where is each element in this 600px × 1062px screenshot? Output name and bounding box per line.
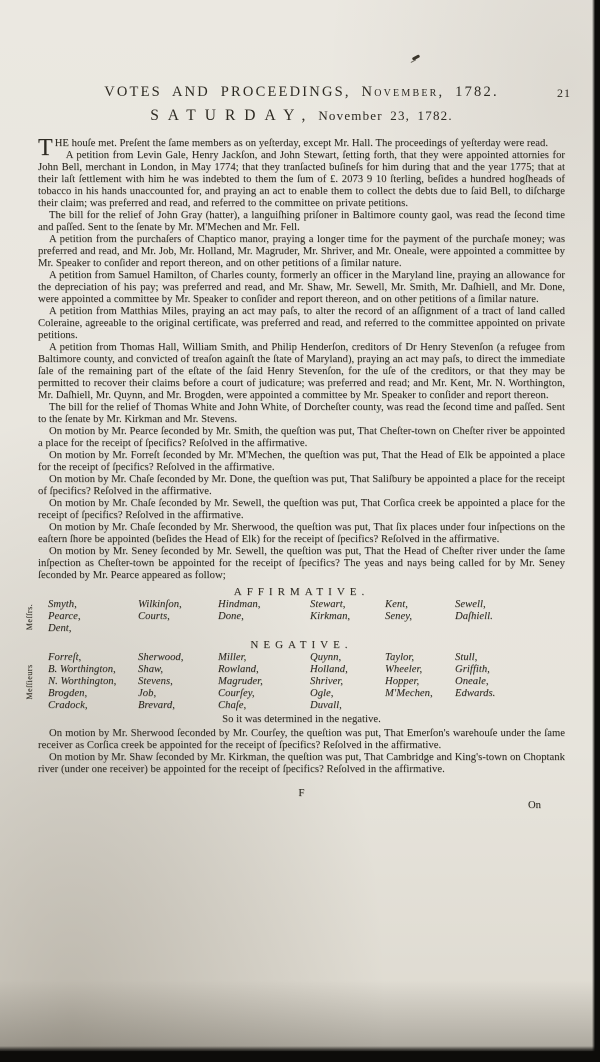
vote-name: Sewell,: [455, 599, 486, 610]
negative-heading: NEGATIVE.: [250, 639, 353, 651]
vote-name: Stewart,: [310, 599, 346, 610]
vote-name: Seney,: [385, 611, 413, 622]
vote-name: Stull,: [455, 652, 478, 663]
paragraph-motion-emerson: On motion by Mr. Sherwood ſeconded by Mr. Courſey, the queſtion was put, That Emerſon's warehouſe under the ſame receiver as Corſica creek be appointed for the receipt of ſpecifics? Reſolved in the affirmative.: [38, 728, 565, 751]
page-header: [38, 84, 571, 101]
vote-name: Duvall,: [310, 700, 342, 711]
scan-edge-bottom: [0, 1046, 600, 1062]
vote-name: Griffith,: [455, 664, 490, 675]
paragraph-bill-white: The bill for the relief of Thomas White and John White, of Dorcheſter county, was read the ſecond time and paſſed. Sent to the ſenate by Mr. Kirkman and Mr. Stevens.: [38, 402, 565, 425]
paragraph-bill-gray: The bill for the relief of John Gray (hatter), a languiſhing priſoner in Baltimore county gaol, was read the ſecond time and paſſed. Sent to the ſenate by Mr. M'Mechen and Mr. Fell.: [38, 210, 565, 233]
paragraph-motion-chestertown: On motion by Mr. Pearce ſeconded by Mr. Smith, the queſtion was put, That Cheſter-town on Cheſter river be appointed a place for the receipt of ſpecifics? Reſolved in the affirmative.: [38, 426, 565, 449]
negative-table: [25, 652, 565, 712]
drop-cap: T: [38, 135, 53, 161]
vote-name: Wilkinſon,: [138, 599, 182, 610]
vote-name: Hindman,: [218, 599, 261, 610]
paragraph-petition-hamilton: A petition from Samuel Hamilton, of Charles county, formerly an officer in the Maryland line, praying an allowance for the depreciation of his pay; was preferred and read, and Mr. Shaw, Mr. Sewell, Mr. Smith, Mr. Daſhiell, and Mr. Done, were appointed a committee by Mr. Speaker to conſider and report thereon, and on other petitions of a ſimilar nature.: [38, 270, 565, 305]
paragraph-petition-miles: A petition from Matthias Miles, praying an act may paſs, to alter the record of an aſſignment of a tract of land called Coleraine, agreeable to the original certificate, was preferred and read, and referred to the committee appointed on private petitions.: [38, 306, 565, 341]
vote-name: [138, 623, 218, 635]
vote-name: Brevard,: [138, 700, 175, 711]
table-row: [48, 652, 565, 664]
vote-name: [385, 623, 455, 635]
vote-name: Edwards.: [455, 688, 496, 699]
paragraph-motion-headofchester: On motion by Mr. Seney ſeconded by Mr. Sewell, the queſtion was put, That the Head of Cheſter river under the ſame inſpection as Cheſter-town be appointed for the receipt of ſpecifics? The yeas and nays being called for by Mr. Seney ſeconded by Mr. Pearce appeared as follow;: [38, 546, 565, 581]
vote-name: Holland,: [310, 664, 348, 675]
table-row: [48, 611, 565, 623]
vote-name: Forreſt,: [48, 652, 82, 663]
vote-name: Brogden,: [48, 688, 88, 699]
paragraph-motion-corsica: On motion by Mr. Chaſe ſeconded by Mr. Sewell, the queſtion was put, That Corſica creek be appointed a place for the receipt of ſpecifics? Reſolved in the affirmative.: [38, 498, 565, 521]
vote-name: [310, 623, 385, 635]
table-row: [48, 676, 565, 688]
date-line: [38, 107, 565, 125]
scan-edge-right: [592, 0, 600, 1062]
vote-name: Kent,: [385, 599, 408, 610]
document-body: [25, 135, 565, 812]
table-row: [48, 623, 565, 635]
vote-name: Oneale,: [455, 676, 489, 687]
vote-name: Wheeler,: [385, 664, 423, 675]
vote-name: [455, 700, 565, 712]
weekday-label: SATURDAY,: [150, 107, 315, 124]
ink-mark: [412, 54, 420, 60]
paragraph-motion-cambridge: On motion by Mr. Shaw ſeconded by Mr. Kirkman, the queſtion was put, That Cambridge and King's-town on Choptank river (under one receiver) be appointed for the receipt of ſpecifics? Reſolved in the affirmative.: [38, 752, 565, 775]
vote-name: Smyth,: [48, 599, 77, 610]
determination-line: So it was determined in the negative.: [222, 714, 381, 725]
affirmative-heading: AFFIRMATIVE.: [233, 586, 370, 598]
vote-name: Hopper,: [385, 676, 420, 687]
vote-name: Sherwood,: [138, 652, 184, 663]
messrs-label: Meſſrs.: [25, 603, 34, 631]
date-text: November 23, 1782.: [318, 108, 453, 123]
vote-name: Rowland,: [218, 664, 259, 675]
vote-name: Magruder,: [218, 676, 263, 687]
vote-name: Dent,: [48, 623, 72, 634]
table-row: [48, 664, 565, 676]
page-title: VOTES AND PROCEEDINGS, November, 1782.: [104, 84, 499, 100]
scan-shadow: [0, 980, 600, 1050]
vote-name: Ogle,: [310, 688, 334, 699]
signature-mark: F: [298, 787, 305, 799]
vote-name: Shriver,: [310, 676, 344, 687]
paragraph-petition-gale: A petition from Levin Gale, Henry Jackſon, and John Stewart, ſetting forth, that they were appointed attornies for John Bell, merchant in London, in May 1774; that they tranſacted buſineſs for him during that and the year 1775; that at their laſt ſettlement with him he was indebted to them the ſum of £. 2073 9 10 ſterling, beſides a hundred hogſheads of tobacco in his hands unaccounted for, and praying an act to enable them to collect the debts due to ſaid Bell, to diſcharge their claim; was preferred and read, and referred to the committee on private petitions.: [38, 150, 565, 209]
vote-name: [455, 623, 565, 635]
vote-name: Courts,: [138, 611, 170, 622]
paragraph-petition-hall: A petition from Thomas Hall, William Smith, and Philip Henderſon, creditors of Dr Henry Stevenſon (a refugee from Baltimore county, and convicted of treaſon againſt the ſtate of Maryland), praying an act may paſs, to direct the immediate ſale of the remaining part of the eſtate of the ſaid Henry Stevenſon, for the uſe of the creditors, or that they may be permitted to recover their claims before a court of judicature; was preferred and read; and Mr. Kent, Mr. N. Worthington, Mr. Daſhiell, Mr. Quynn, and Mr. Brogden, were appointed a committee by Mr. Speaker to conſider and report thereon.: [38, 342, 565, 401]
paragraph-motion-headofelk: On motion by Mr. Forreſt ſeconded by Mr. M'Mechen, the queſtion was put, That the Head of Elk be appointed a place for the receipt of ſpecifics? Reſolved in the affirmative.: [38, 450, 565, 473]
affirmative-section: [25, 586, 565, 635]
paragraph-motion-salisbury: On motion by Mr. Chaſe ſeconded by Mr. Done, the queſtion was put, That Saliſbury be appointed a place for the receipt of ſpecifics? Reſolved in the affirmative.: [38, 474, 565, 497]
vote-name: Cradock,: [48, 700, 88, 711]
table-row: [48, 599, 565, 611]
vote-name: Shaw,: [138, 664, 164, 675]
paragraph-motion-sixplaces: On motion by Mr. Chaſe ſeconded by Mr. Sherwood, the queſtion was put, That ſix places under four inſpections on the eaſtern ſhore be appointed (beſides the Head of Elk) for the receipt of ſpecifics? Reſolved in the affirmative.: [38, 522, 565, 545]
vote-name: Taylor,: [385, 652, 415, 663]
vote-name: [385, 700, 455, 712]
opening-text: HE houſe met. Preſent the ſame members as on yeſterday, except Mr. Hall. The proceedings of yeſterday were read.: [54, 138, 549, 149]
vote-name: Quynn,: [310, 652, 342, 663]
vote-name: Kirkman,: [310, 611, 351, 622]
vote-name: Done,: [218, 611, 244, 622]
vote-name: Stevens,: [138, 676, 173, 687]
vote-name: [218, 623, 310, 635]
paragraph-petition-chaptico: A petition from the purchaſers of Chaptico manor, praying a longer time for the payment of the purchaſe money; was preferred and read, and Mr. Job, Mr. Holland, Mr. Magruder, Mr. Shriver, and Mr. Oneale, were appointed a committee by Mr. Speaker to conſider and report thereon, and on other petitions of a ſimilar nature.: [38, 234, 565, 269]
catchword: On: [527, 800, 541, 811]
vote-name: B. Worthington,: [48, 664, 116, 675]
vote-name: Job,: [138, 688, 157, 699]
vote-name: Miller,: [218, 652, 247, 663]
vote-name: Courſey,: [218, 688, 255, 699]
messieurs-label: Meſſieurs: [25, 664, 34, 700]
vote-name: Pearce,: [48, 611, 81, 622]
vote-name: M'Mechen,: [385, 688, 433, 699]
vote-name: Daſhiell.: [455, 611, 493, 622]
opening-paragraph: [38, 135, 565, 161]
vote-name: N. Worthington,: [48, 676, 117, 687]
page-content: [25, 84, 571, 812]
page-number: 21: [557, 86, 571, 100]
affirmative-table: [25, 599, 565, 635]
table-row: [48, 700, 565, 712]
vote-name: Chaſe,: [218, 700, 247, 711]
table-row: [48, 688, 565, 700]
negative-section: [25, 639, 565, 712]
